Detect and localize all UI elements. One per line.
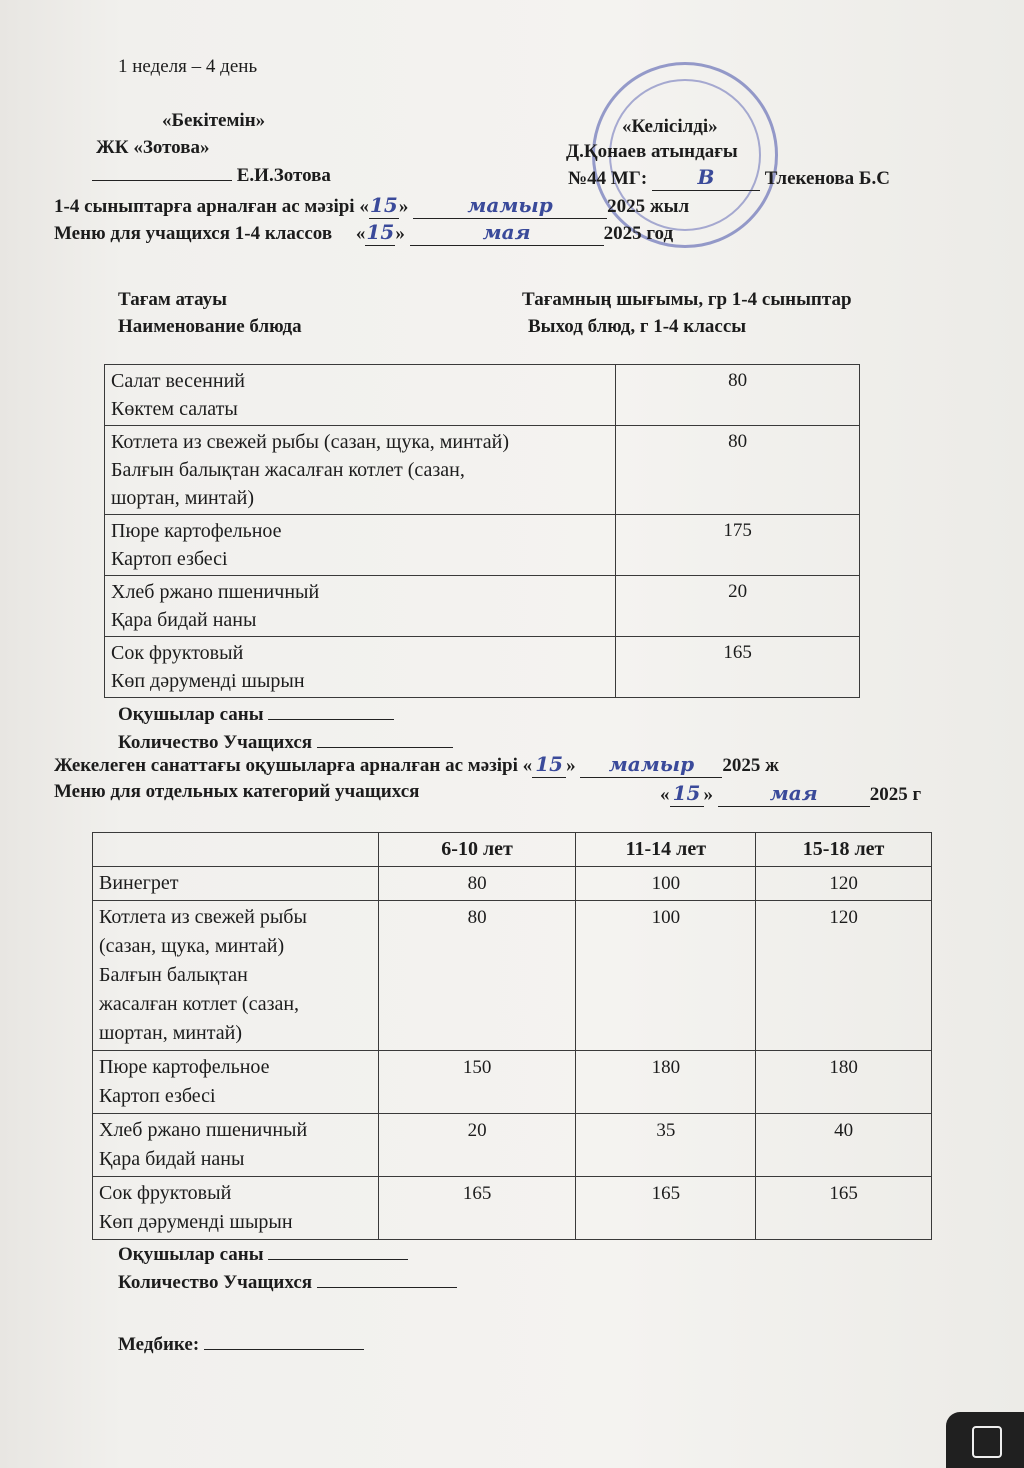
dish-name: Пюре картофельное Картоп езбесі	[105, 515, 616, 576]
students-ru-2: Количество Учащихся	[118, 1272, 457, 1294]
table-row	[105, 426, 860, 515]
dish-name: Сок фруктовый Көп дәруменді шырын	[105, 637, 616, 698]
dish-name: Салат весенний Көктем салаты	[105, 365, 616, 426]
week-day: 1 неделя – 4 день	[118, 56, 258, 77]
signer-left: Е.И.Зотова	[236, 165, 331, 186]
dish-yield: 100	[576, 901, 756, 1051]
table-row	[93, 901, 932, 1051]
dish-yield: 165	[756, 1177, 932, 1240]
dish-yield: 100	[576, 867, 756, 901]
menu1-title-kz: 1-4 сыныптарға арналған ас мәзірі «15» мамыр 2025 жыл	[54, 193, 690, 217]
dish-yield: 150	[378, 1051, 576, 1114]
students-kz-2: Оқушылар саны	[118, 1244, 408, 1266]
dish-yield: 40	[756, 1114, 932, 1177]
org-left: ЖК «Зотова»	[96, 137, 210, 158]
col1-kz: Тағам атауы	[118, 289, 227, 310]
org-right-2: №44 МГ:	[568, 168, 648, 189]
dish-yield: 165	[616, 637, 860, 698]
org-right-1: Д.Қонаев атындағы	[566, 141, 738, 162]
col2-kz: Тағамның шығымы, гр 1-4 сыныптар	[522, 289, 852, 310]
dish-name: Хлеб ржано пшеничный Қара бидай наны	[93, 1114, 379, 1177]
scan-text-button[interactable]	[946, 1412, 1024, 1468]
dish-yield: 120	[756, 867, 932, 901]
age-header: 11-14 лет	[576, 833, 756, 867]
dish-name: Сок фруктовый Көп дәруменді шырын	[93, 1177, 379, 1240]
table-row	[105, 515, 860, 576]
table-row	[105, 637, 860, 698]
dish-yield: 20	[616, 576, 860, 637]
students-ru-1: Количество Учащихся	[118, 732, 453, 754]
signer-right: Тлекенова Б.С	[764, 168, 890, 189]
approve-left: «Бекітемін»	[162, 110, 266, 131]
dish-name: Винегрет	[93, 867, 379, 901]
dish-name: Хлеб ржано пшеничный Қара бидай наны	[105, 576, 616, 637]
col2-ru: Выход блюд, г 1-4 классы	[528, 316, 747, 337]
signer-left-line	[92, 165, 331, 187]
menu2-table	[92, 832, 932, 1240]
dish-yield: 80	[616, 426, 860, 515]
table-header-row	[93, 833, 932, 867]
dish-yield: 180	[576, 1051, 756, 1114]
menu2-title-kz: Жекелеген санаттағы оқушыларға арналған ас мәзірі « 15 » мамыр 2025 ж	[54, 752, 779, 776]
scan-text-icon	[972, 1426, 1002, 1458]
dish-yield: 80	[378, 867, 576, 901]
dish-yield: 80	[378, 901, 576, 1051]
dish-yield: 120	[756, 901, 932, 1051]
dish-yield: 165	[576, 1177, 756, 1240]
table-row	[93, 867, 932, 901]
col1-ru: Наименование блюда	[118, 316, 302, 337]
approve-right: «Келісілді»	[622, 116, 718, 137]
signature-right: B	[697, 165, 715, 189]
dish-name: Пюре картофельное Картоп езбесі	[93, 1051, 379, 1114]
menu2-date-ru: « 15 » мая 2025 г	[660, 781, 922, 805]
nurse-signature: Медбике:	[118, 1334, 364, 1356]
dish-yield: 80	[616, 365, 860, 426]
dish-yield: 175	[616, 515, 860, 576]
menu2-title-ru: Меню для отдельных категорий учащихся	[54, 781, 420, 802]
table-row	[105, 576, 860, 637]
dish-yield: 20	[378, 1114, 576, 1177]
org-right-line	[568, 165, 890, 191]
table-row	[105, 365, 860, 426]
age-header: 6-10 лет	[378, 833, 576, 867]
menu1-title-ru: Меню для учащихся 1-4 классов «15» мая 2025 год	[54, 220, 674, 244]
menu1-table	[104, 364, 860, 698]
table-row	[93, 1114, 932, 1177]
age-header	[93, 833, 379, 867]
dish-yield: 35	[576, 1114, 756, 1177]
dish-name: Котлета из свежей рыбы (сазан, щука, минтай) Балғын балықтан жасалған котлет (сазан, шортан, минтай)	[105, 426, 616, 515]
table-row	[93, 1051, 932, 1114]
dish-yield: 165	[378, 1177, 576, 1240]
table-row	[93, 1177, 932, 1240]
students-kz-1: Оқушылар саны	[118, 704, 394, 726]
age-header: 15-18 лет	[756, 833, 932, 867]
dish-yield: 180	[756, 1051, 932, 1114]
dish-name: Котлета из свежей рыбы (сазан, щука, минтай) Балғын балықтан жасалған котлет (сазан, шортан, минтай)	[93, 901, 379, 1051]
